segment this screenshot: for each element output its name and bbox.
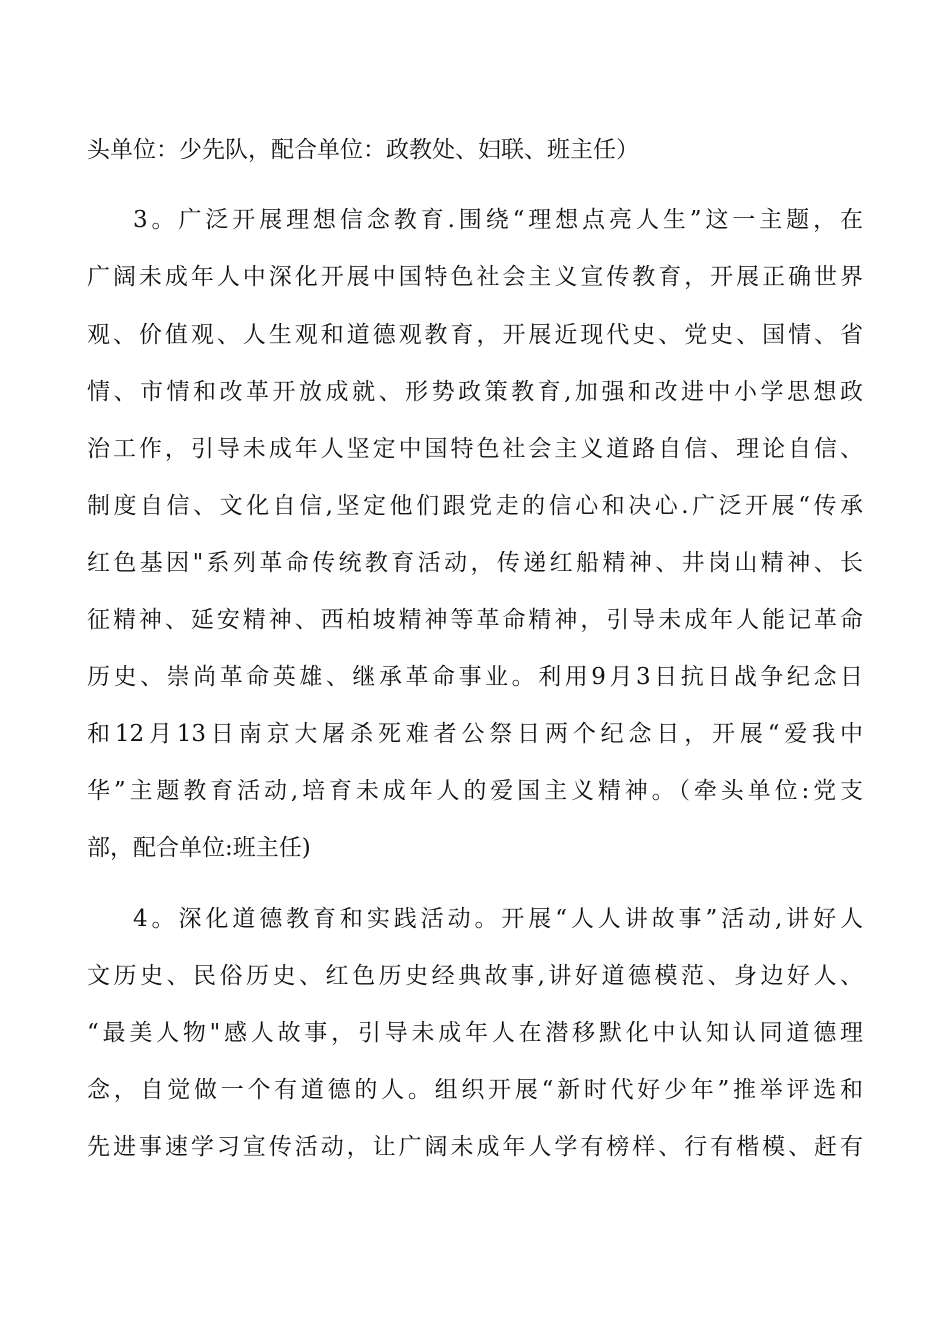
text-line: 观、价值观、人生观和道德观教育，开展近现代史、党史、国情、省 [87, 322, 863, 348]
text-line: 华”主题教育活动,培育未成年人的爱国主义精神。（牵头单位:党支 [87, 778, 863, 804]
text-line: 文历史、民俗历史、红色历史经典故事,讲好道德模范、身边好人、 [87, 963, 863, 989]
text-line: 部，配合单位:班主任) [87, 835, 311, 861]
text-line: 红色基因"系列革命传统教育活动，传递红船精神、井岗山精神、长 [87, 550, 863, 576]
text-line: 制度自信、文化自信,坚定他们跟党走的信心和决心.广泛开展“传承 [87, 493, 863, 519]
paragraph-4-heading-line: 4。深化道德教育和实践活动。开展“人人讲故事”活动,讲好人 [133, 906, 863, 932]
text-line: 征精神、延安精神、西柏坡精神等革命精神，引导未成年人能记革命 [87, 607, 863, 633]
text-line: 先进事速学习宣传活动，让广阔未成年人学有榜样、行有楷模、赶有 [87, 1134, 863, 1160]
text-line: 头单位：少先队，配合单位：政教处、妇联、班主任） [87, 137, 639, 163]
text-line: 情、市情和改革开放成就、形势政策教育,加强和改进中小学思想政 [87, 379, 863, 405]
text-line: 和12月13日南京大屠杀死难者公祭日两个纪念日，开展“爱我中 [87, 721, 863, 747]
text-line: 历史、崇尚革命英雄、继承革命事业。利用9月3日抗日战争纪念日 [87, 664, 863, 690]
text-line: 念，自觉做一个有道德的人。组织开展“新时代好少年”推举评选和 [87, 1077, 863, 1103]
paragraph-3-heading-line: 3。广泛开展理想信念教育.围绕“理想点亮人生”这一主题，在 [133, 207, 863, 233]
text-line: 广阔未成年人中深化开展中国特色社会主义宣传教育，开展正确世界 [87, 264, 863, 290]
text-line: 治工作，引导未成年人坚定中国特色社会主义道路自信、理论自信、 [87, 436, 863, 462]
text-line: “最美人物"感人故事，引导未成年人在潜移默化中认知认同道德理 [87, 1020, 863, 1046]
